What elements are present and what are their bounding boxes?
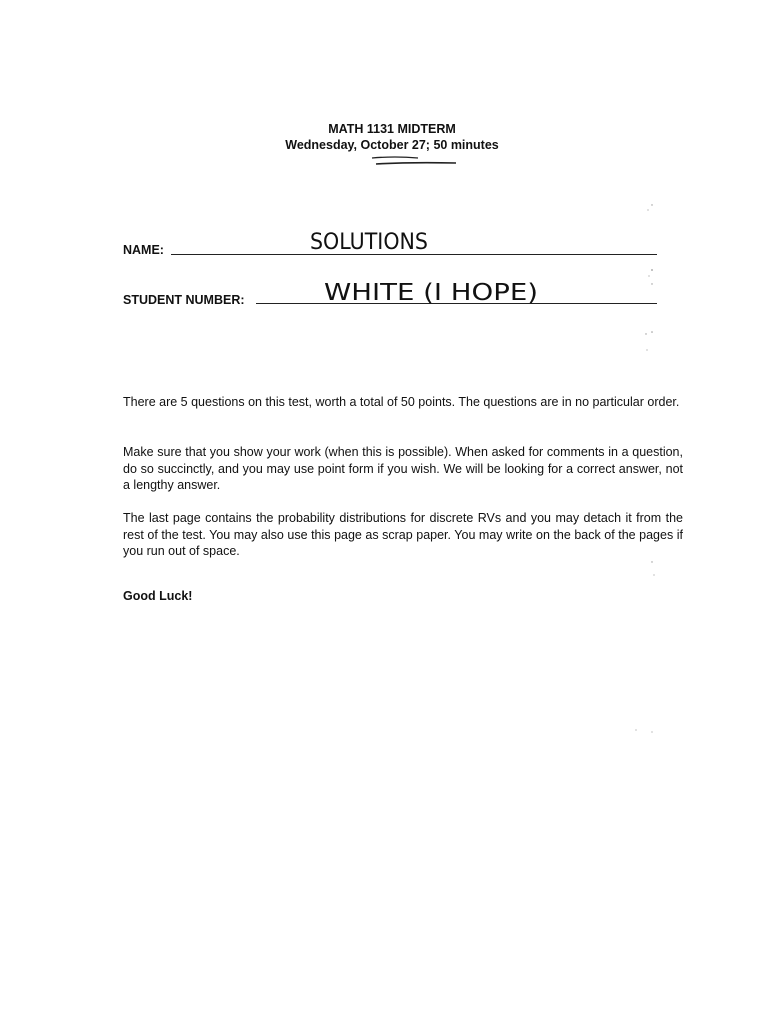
good-luck-text: Good Luck! <box>123 589 193 603</box>
exam-title: MATH 1131 MIDTERM <box>328 122 456 136</box>
instructions-paragraph-1: There are 5 questions on this test, worth a total of 50 points. The questions are in no particular order. <box>123 395 680 409</box>
name-handwritten-value <box>300 222 450 258</box>
exam-subtitle: Wednesday, October 27; 50 minutes <box>285 138 499 152</box>
instructions-paragraph-2: Make sure that you show your work (when this is possible). When asked for comments in a question, do so succinctly, and you may use point form if you wish. We will be looking for a correct answer, not a lengthy answer. <box>123 445 683 492</box>
instructions-paragraph-3: The last page contains the probability distributions for discrete RVs and you may detach it from the rest of the test. You may also use this page as scrap paper. You may write on the back of the pages if you run out of space. <box>123 511 683 558</box>
student-number-label: STUDENT NUMBER: <box>123 293 245 307</box>
name-value-text: SOLUTIONS <box>310 230 428 255</box>
student-number-value-text: WHITE (I HOPE) <box>324 280 538 306</box>
name-label: NAME: <box>123 243 164 257</box>
handwritten-underline-mark <box>370 154 460 168</box>
student-number-handwritten-value <box>318 270 548 322</box>
